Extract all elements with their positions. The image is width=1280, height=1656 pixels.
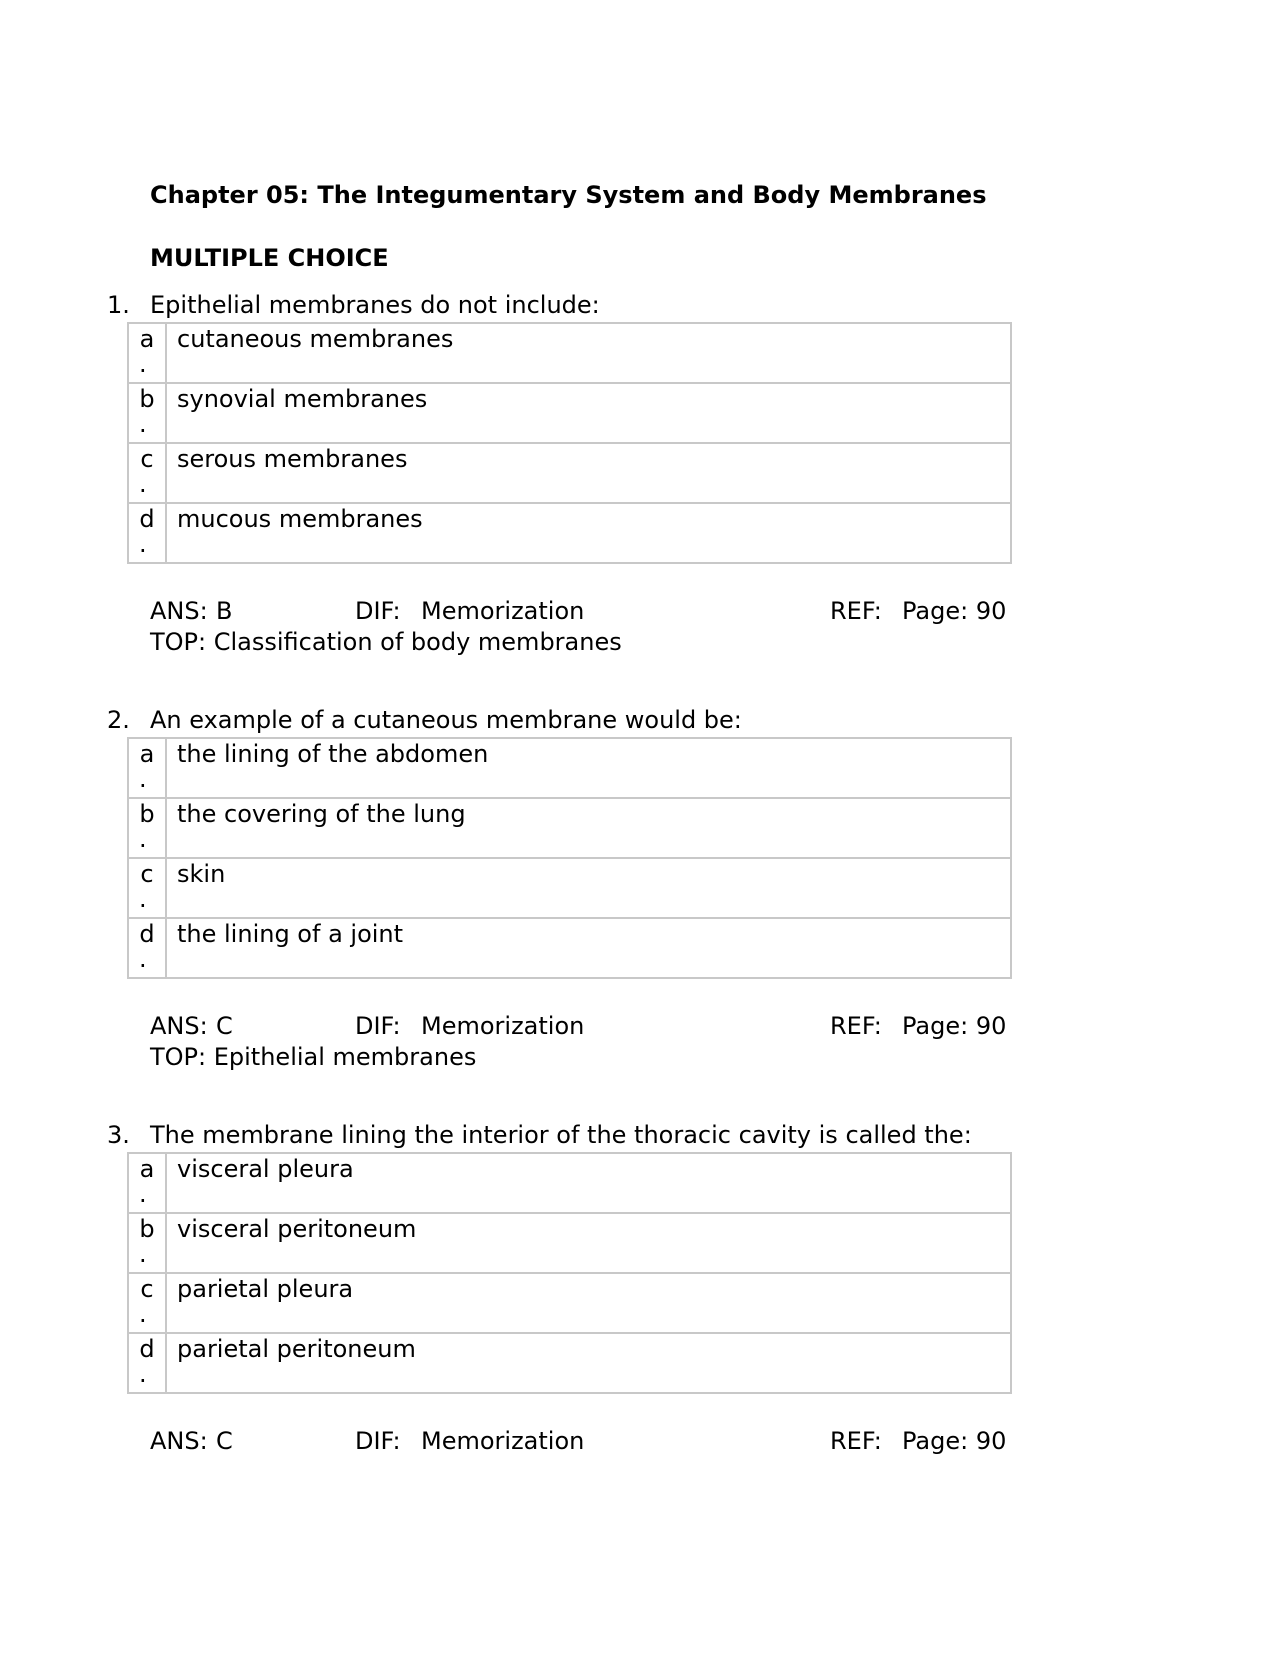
choice-text: the lining of a joint — [166, 918, 1011, 978]
choice-row: a . cutaneous membranes — [128, 323, 1011, 383]
choice-row: b . synovial membranes — [128, 383, 1011, 443]
choices-table — [127, 1152, 1012, 1394]
choice-text: visceral peritoneum — [166, 1213, 1011, 1273]
question-stem — [107, 705, 742, 735]
answer: ANS: C — [150, 1427, 233, 1455]
choice-letter: d — [139, 505, 155, 533]
question-text: The membrane lining the interior of the thoracic cavity is called the: — [150, 1121, 972, 1149]
choices-table — [127, 737, 1012, 979]
difficulty: DIF: Memorization — [355, 597, 585, 625]
question-stem — [107, 1120, 972, 1150]
choice-text: parietal pleura — [166, 1273, 1011, 1333]
reference: REF: Page: 90 — [830, 597, 1007, 625]
choice-row: d . mucous membranes — [128, 503, 1011, 563]
choice-row: b . the covering of the lung — [128, 798, 1011, 858]
question-number: 2. — [107, 706, 130, 734]
choice-letter: d — [139, 1335, 155, 1363]
choice-text: synovial membranes — [166, 383, 1011, 443]
answer: ANS: C — [150, 1012, 233, 1040]
choice-letter: a — [139, 740, 155, 768]
choice-row: a . visceral pleura — [128, 1153, 1011, 1213]
choice-text: visceral pleura — [166, 1153, 1011, 1213]
choice-row: c . skin — [128, 858, 1011, 918]
choice-text: mucous membranes — [166, 503, 1011, 563]
question-text: An example of a cutaneous membrane would be: — [150, 706, 742, 734]
choices-table — [127, 322, 1012, 564]
choice-row: b . visceral peritoneum — [128, 1213, 1011, 1273]
reference: REF: Page: 90 — [830, 1012, 1007, 1040]
choice-text: the lining of the abdomen — [166, 738, 1011, 798]
choice-letter: c — [140, 1275, 154, 1303]
choice-letter: b — [139, 800, 155, 828]
difficulty: DIF: Memorization — [355, 1427, 585, 1455]
choice-text: skin — [166, 858, 1011, 918]
choice-letter: a — [139, 1155, 155, 1183]
section-heading: MULTIPLE CHOICE — [150, 244, 389, 272]
choice-row: d . parietal peritoneum — [128, 1333, 1011, 1393]
question-text: Epithelial membranes do not include: — [150, 291, 600, 319]
choice-row: a . the lining of the abdomen — [128, 738, 1011, 798]
choice-text: serous membranes — [166, 443, 1011, 503]
question-number: 3. — [107, 1121, 130, 1149]
choice-row: d . the lining of a joint — [128, 918, 1011, 978]
choice-letter: d — [139, 920, 155, 948]
chapter-title: Chapter 05: The Integumentary System and Body Membranes — [150, 181, 987, 209]
topic: TOP: Classification of body membranes — [150, 628, 622, 656]
difficulty: DIF: Memorization — [355, 1012, 585, 1040]
choice-text: the covering of the lung — [166, 798, 1011, 858]
choice-letter: b — [139, 1215, 155, 1243]
choice-letter: c — [140, 445, 154, 473]
choice-row: c . parietal pleura — [128, 1273, 1011, 1333]
choice-text: cutaneous membranes — [166, 323, 1011, 383]
choice-row: c . serous membranes — [128, 443, 1011, 503]
reference: REF: Page: 90 — [830, 1427, 1007, 1455]
topic: TOP: Epithelial membranes — [150, 1043, 477, 1071]
choice-letter: c — [140, 860, 154, 888]
choice-letter: a — [139, 325, 155, 353]
question-stem — [107, 290, 600, 320]
choice-text: parietal peritoneum — [166, 1333, 1011, 1393]
question-number: 1. — [107, 291, 130, 319]
choice-letter: b — [139, 385, 155, 413]
answer: ANS: B — [150, 597, 233, 625]
